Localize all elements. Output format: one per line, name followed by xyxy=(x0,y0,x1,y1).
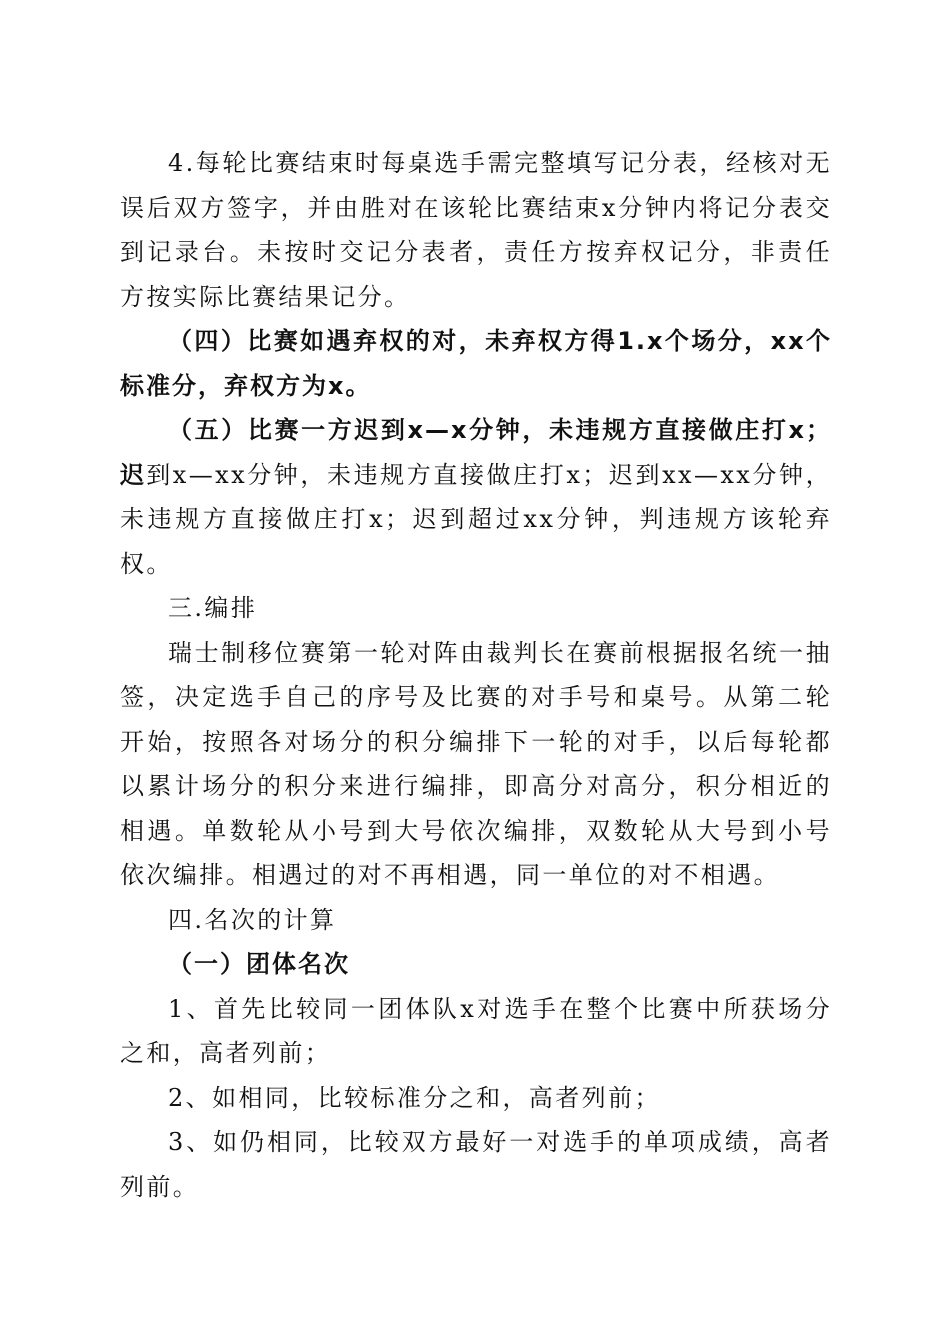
paragraph-ranking-rule-1: 1、首先比较同一团体队x对选手在整个比赛中所获场分之和，高者列前； xyxy=(120,994,832,1067)
document-page xyxy=(120,141,832,1209)
paragraph-scoresheet-rule: 4.每轮比赛结束时每桌选手需完整填写记分表，经核对无误后双方签字，并由胜对在该轮比赛结束x分钟内将记分表交到记录台。未按时交记分表者，责任方按弃权记分，非责任方按实际比赛结果记分。 xyxy=(120,149,832,311)
paragraph-late-rule xyxy=(120,408,832,586)
late-rule-normal-part: 到x—xx分钟，未违规方直接做庄打x；迟到xx—xx分钟，未违规方直接做庄打x；迟到超过xx分钟，判违规方该轮弃权。 xyxy=(120,460,832,578)
paragraph-ranking-rule-2: 2、如相同，比较标准分之和，高者列前； xyxy=(168,1083,661,1112)
paragraph-swiss-arrangement: 瑞士制移位赛第一轮对阵由裁判长在赛前根据报名统一抽签，决定选手自己的序号及比赛的对手号和桌号。从第二轮开始，按照各对场分的积分编排下一轮的对手，以后每轮都以累计场分的积分来进行编排，即高分对高分，积分相近的相遇。单数轮从小号到大号依次编排，双数轮从大号到小号依次编排。相遇过的对不再相遇，同一单位的对不相遇。 xyxy=(120,638,832,889)
paragraph-forfeit-rule: （四）比赛如遇弃权的对，未弃权方得1.x个场分，xx个标准分，弃权方为x。 xyxy=(120,327,832,400)
section-heading-ranking: 四.名次的计算 xyxy=(168,905,337,934)
paragraph-ranking-rule-3: 3、如仍相同，比较双方最好一对选手的单项成绩，高者列前。 xyxy=(120,1128,832,1201)
section-heading-arrangement: 三.编排 xyxy=(168,594,258,622)
late-rule-bold-part: （五）比赛一方迟到x—x分钟，未违规方直接做庄打x；迟 xyxy=(120,416,832,489)
subheading-team-ranking: （一）团体名次 xyxy=(168,950,350,978)
